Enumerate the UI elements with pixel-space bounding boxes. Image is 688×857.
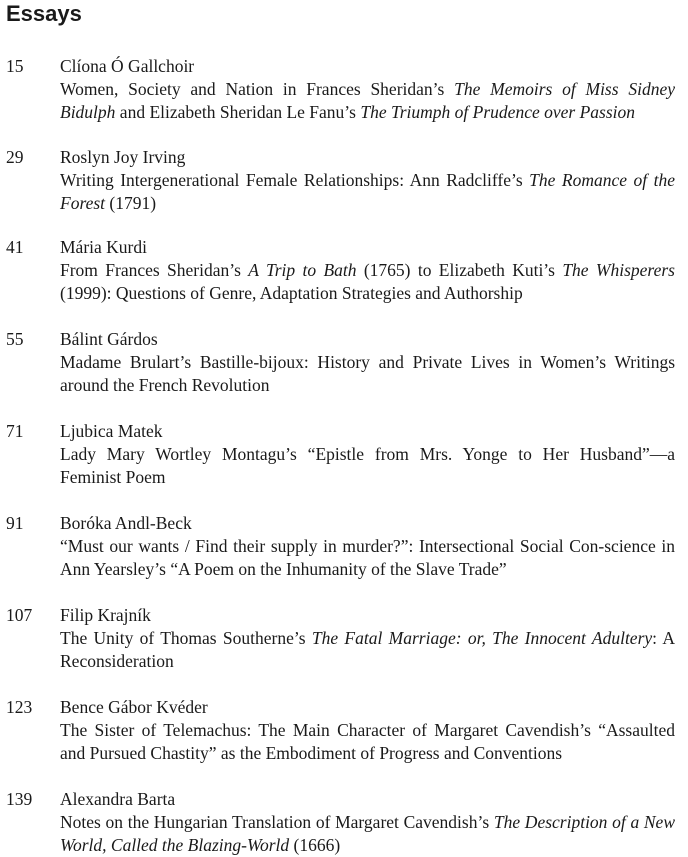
italic-title-segment: The Whisperers [562, 260, 675, 280]
author-name: Clíona Ó Gallchoir [60, 56, 195, 76]
title-segment: (1666) [289, 835, 341, 855]
title-segment: From Frances Sheridan’s [60, 260, 249, 280]
entry-body [60, 604, 675, 673]
author-name: Ljubica Matek [60, 421, 163, 441]
title-segment: Women, Society and Nation in Frances Sheridan’s [60, 79, 455, 99]
title-segment: Lady Mary Wortley Montagu’s “Epistle from Mrs. Yonge to Her Husband”—a Feminist Poem [60, 444, 675, 487]
essay-title [60, 627, 675, 673]
entry-body [60, 420, 675, 489]
entry-body [60, 512, 675, 581]
section-heading: Essays [6, 1, 82, 26]
title-segment: The Unity of Thomas Southerne’s [60, 628, 312, 648]
italic-title-segment: The Fatal Marriage: or, The Innocent Adultery [311, 628, 653, 648]
page-number: 139 [6, 789, 33, 809]
author-name: Mária Kurdi [60, 237, 147, 257]
author-name: Roslyn Joy Irving [60, 147, 186, 167]
title-segment: and Elizabeth Sheridan Le Fanu’s [115, 102, 361, 122]
essay-title [60, 535, 675, 581]
author-name: Boróka Andl-Beck [60, 513, 192, 533]
page-number: 15 [6, 56, 24, 76]
page-number: 123 [6, 697, 33, 717]
italic-title-segment: The Triumph of Prudence over Passion [360, 102, 635, 122]
author-name: Alexandra Barta [60, 789, 176, 809]
title-segment: : A Reconsideration [60, 628, 675, 671]
essay-title [60, 78, 675, 124]
title-segment: (1765) to Elizabeth Kuti’s [356, 260, 563, 280]
italic-title-segment: A Trip to Bath [248, 260, 357, 280]
author-name: Filip Krajník [60, 605, 151, 625]
italic-title-segment: The Description of a New World, Called the Blazing-World [60, 812, 675, 855]
page-number: 107 [6, 605, 33, 625]
italic-title-segment: The Romance of the Forest [60, 170, 675, 213]
title-segment: “Must our wants / Find their supply in murder?”: Intersectional Social Con-science in Ann Yearsley’s “A Poem on the Inhumanity of the Slave Trade” [60, 536, 675, 579]
entry-body [60, 55, 675, 124]
page-number: 55 [6, 329, 24, 349]
essay-title [60, 351, 675, 397]
italic-title-segment: The Memoirs of Miss Sidney Bidulph [60, 79, 675, 122]
essay-title [60, 169, 675, 215]
title-segment: Madame Brulart’s Bastille-bijoux: History and Private Lives in Women’s Writings around the French Revolution [60, 352, 675, 395]
page-number: 91 [6, 513, 24, 533]
title-segment: Notes on the Hungarian Translation of Margaret Cavendish’s [60, 812, 494, 832]
essay-title [60, 443, 675, 489]
entry-body [60, 146, 675, 215]
author-name: Bence Gábor Kvéder [60, 697, 208, 717]
title-segment: Writing Intergenerational Female Relationships: Ann Radcliffe’s [60, 170, 530, 190]
page-number: 41 [6, 237, 24, 257]
entry-body [60, 788, 675, 857]
page-number: 71 [6, 421, 24, 441]
page-number: 29 [6, 147, 24, 167]
entry-body [60, 328, 675, 397]
title-segment: (1999): Questions of Genre, Adaptation Strategies and Authorship [60, 283, 523, 303]
essay-title [60, 811, 675, 857]
title-segment: The Sister of Telemachus: The Main Character of Margaret Cavendish’s “Assaulted and Pursued Chastity” as the Embodiment of Progress and Conventions [60, 720, 675, 763]
essay-title [60, 259, 675, 305]
entry-body [60, 236, 675, 305]
entry-body [60, 696, 675, 765]
author-name: Bálint Gárdos [60, 329, 158, 349]
title-segment: (1791) [105, 193, 157, 213]
essay-title [60, 719, 675, 765]
